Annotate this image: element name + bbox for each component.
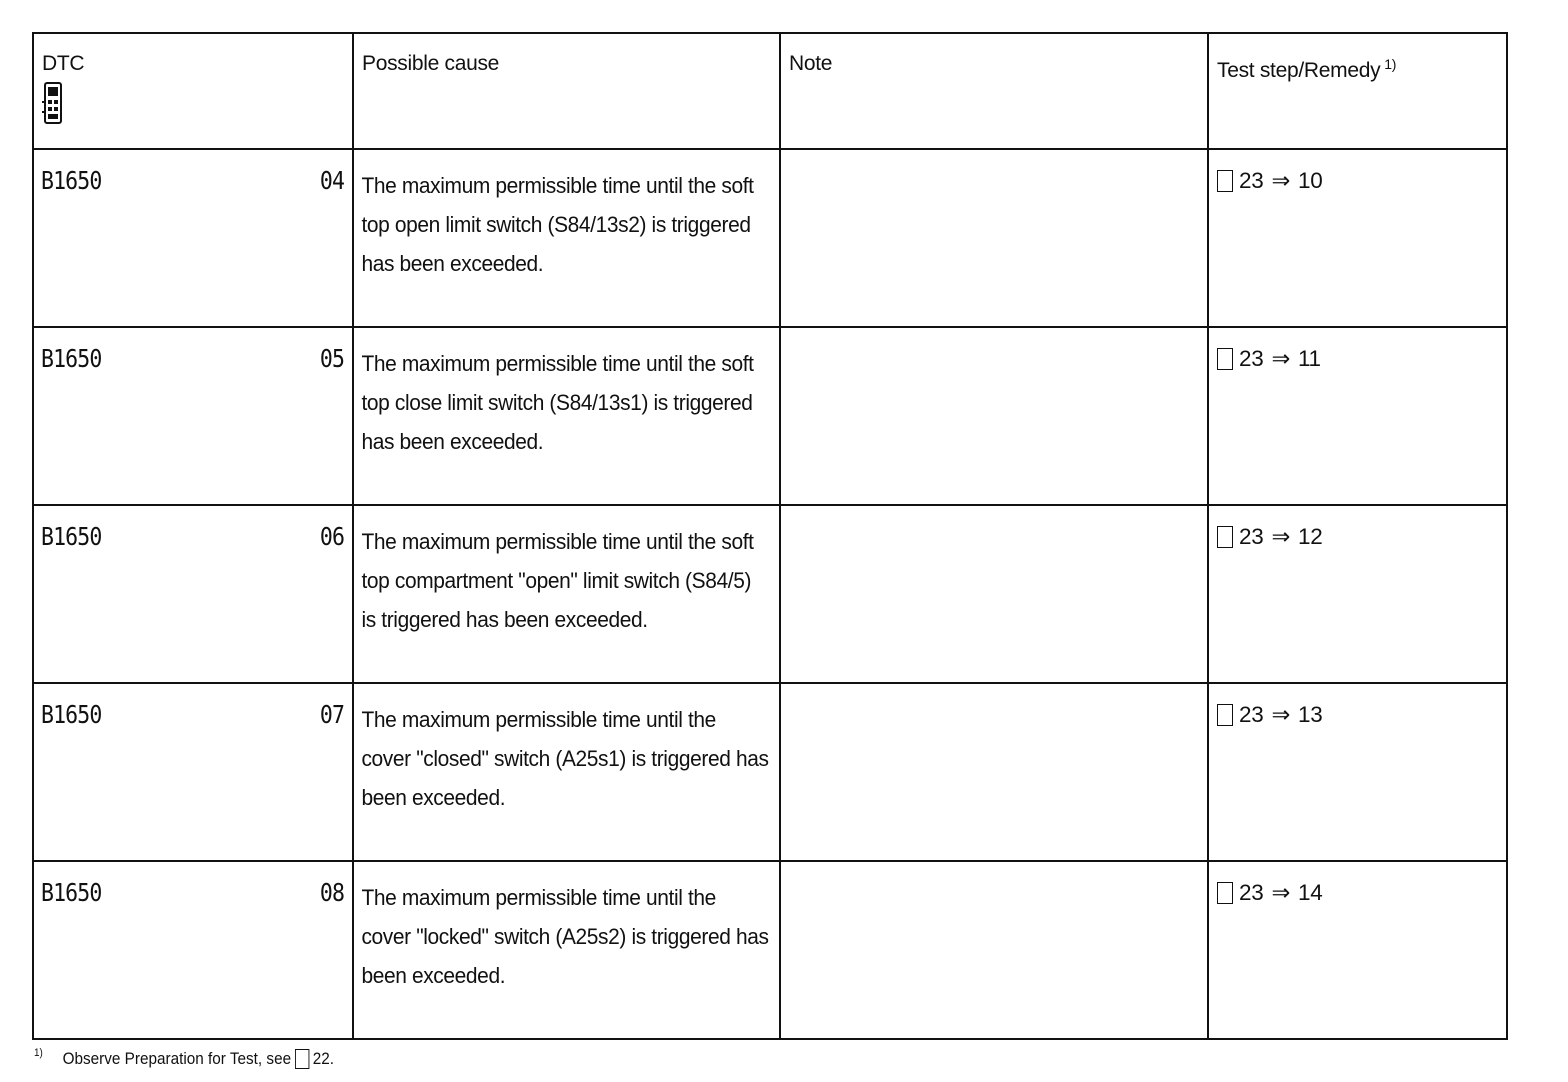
possible-cause-cell [353, 149, 780, 327]
dtc-cell [33, 683, 353, 861]
book-reference-icon [1217, 526, 1233, 548]
dtc-code: B1650 [41, 344, 102, 373]
table-row [33, 861, 1507, 1039]
test-step-page: 23 [1239, 880, 1264, 905]
dtc-code: B1650 [41, 700, 102, 729]
possible-cause-cell [353, 683, 780, 861]
header-test-step [1208, 33, 1507, 149]
book-reference-icon [1217, 348, 1233, 370]
possible-cause-text: The maximum permissible time until the soft top close limit switch (S84/13s1) is triggered has been exceeded. [361, 351, 754, 454]
possible-cause-text: The maximum permissible time until the soft top compartment "open" limit switch (S84/5) is triggered has been exceeded. [361, 529, 754, 632]
test-step-cell [1208, 683, 1507, 861]
header-possible-cause-label: Possible cause [362, 52, 500, 75]
test-step-cell [1208, 505, 1507, 683]
table-row [33, 327, 1507, 505]
test-step-page: 23 [1239, 168, 1264, 193]
table-header-row [33, 33, 1507, 149]
dtc-table [32, 32, 1508, 1040]
test-step-page: 23 [1239, 702, 1264, 727]
header-footnote-ref: 1) [1384, 56, 1397, 72]
possible-cause-cell [353, 861, 780, 1039]
table-row [33, 149, 1507, 327]
dtc-cell [33, 327, 353, 505]
dtc-table-wrapper [32, 32, 1506, 1046]
test-step-reference[interactable] [1209, 862, 1506, 906]
possible-cause-text: The maximum permissible time until the cover "locked" switch (A25s2) is triggered has been exceeded. [361, 885, 769, 988]
note-text [781, 328, 1205, 344]
dtc-code: B1650 [41, 878, 102, 907]
note-cell [780, 327, 1208, 505]
book-reference-icon [295, 1049, 309, 1069]
note-cell [780, 861, 1208, 1039]
test-step-reference[interactable] [1209, 684, 1506, 728]
note-cell [780, 505, 1208, 683]
dtc-cell [33, 861, 353, 1039]
test-step-page: 23 [1239, 524, 1264, 549]
dtc-subcode: 06 [319, 522, 344, 551]
test-step-target: 12 [1298, 524, 1323, 549]
header-dtc-label: DTC [42, 52, 85, 75]
dtc-code: B1650 [41, 166, 102, 195]
possible-cause-text: The maximum permissible time until the soft top open limit switch (S84/13s2) is triggered has been exceeded. [361, 173, 754, 276]
double-arrow-icon: ⇒ [1271, 702, 1290, 727]
note-text [781, 150, 1205, 166]
header-dtc [33, 33, 353, 149]
test-step-target: 14 [1298, 880, 1323, 905]
footnote [34, 1049, 334, 1069]
test-step-reference[interactable] [1209, 506, 1506, 550]
double-arrow-icon: ⇒ [1271, 346, 1290, 371]
table-row [33, 683, 1507, 861]
handheld-tester-icon [42, 82, 64, 126]
book-reference-icon [1217, 882, 1233, 904]
dtc-subcode: 04 [319, 166, 344, 195]
note-cell [780, 149, 1208, 327]
note-text [781, 684, 1205, 700]
book-reference-icon [1217, 704, 1233, 726]
possible-cause-text: The maximum permissible time until the cover "closed" switch (A25s1) is triggered has been exceeded. [361, 707, 769, 810]
header-note-label: Note [789, 52, 833, 75]
test-step-target: 13 [1298, 702, 1323, 727]
table-row [33, 505, 1507, 683]
test-step-target: 10 [1298, 168, 1323, 193]
footnote-mark: 1) [34, 1047, 43, 1059]
dtc-subcode: 07 [319, 700, 344, 729]
dtc-subcode: 05 [319, 344, 344, 373]
header-test-step-label: Test step/Remedy [1217, 59, 1381, 82]
footnote-text: Observe Preparation for Test, see [62, 1049, 292, 1068]
header-possible-cause [353, 33, 780, 149]
test-step-reference[interactable] [1209, 150, 1506, 194]
possible-cause-cell [353, 505, 780, 683]
test-step-cell [1208, 327, 1507, 505]
dtc-code: B1650 [41, 522, 102, 551]
possible-cause-cell [353, 327, 780, 505]
double-arrow-icon: ⇒ [1271, 880, 1290, 905]
dtc-cell [33, 505, 353, 683]
note-text [781, 506, 1205, 522]
note-cell [780, 683, 1208, 861]
test-step-cell [1208, 149, 1507, 327]
book-reference-icon [1217, 170, 1233, 192]
double-arrow-icon: ⇒ [1271, 168, 1290, 193]
note-text [781, 862, 1205, 878]
dtc-subcode: 08 [319, 878, 344, 907]
test-step-reference[interactable] [1209, 328, 1506, 372]
test-step-target: 11 [1298, 346, 1321, 371]
double-arrow-icon: ⇒ [1271, 524, 1290, 549]
footnote-page: 22. [312, 1049, 334, 1068]
header-note [780, 33, 1208, 149]
test-step-page: 23 [1239, 346, 1264, 371]
test-step-cell [1208, 861, 1507, 1039]
dtc-cell [33, 149, 353, 327]
